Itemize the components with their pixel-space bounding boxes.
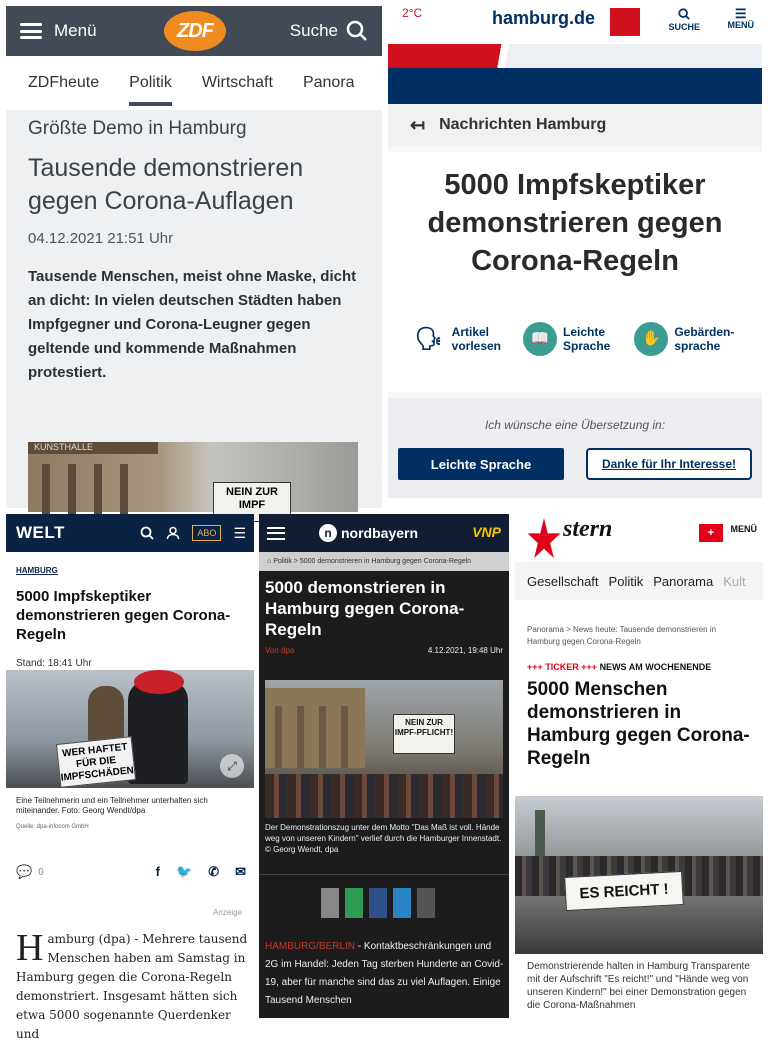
zdf-article-photo[interactable]	[28, 442, 358, 512]
swatch	[393, 888, 411, 918]
photo-protest-banner: ES REICHT !	[564, 871, 684, 911]
tool-read-aloud-label: Artikel vorlesen	[451, 325, 502, 353]
tab-zdfheute[interactable]: ZDFheute	[28, 74, 100, 91]
welt-headline: 5000 Impfskeptiker demonstrieren gegen Corona-Regeln	[16, 588, 231, 643]
welt-logo[interactable]: WELT	[16, 523, 65, 542]
welt-panel	[6, 514, 254, 1041]
accessibility-tools	[388, 322, 762, 356]
zdf-lead: Tausende Menschen, meist ohne Maske, dicht an dicht: In vielen deutschen Städten haben Impfgegner und Corona-Leugner gegen geltende und kommende Maßnahmen protestiert.	[28, 268, 357, 381]
hamburg-blue-band	[388, 68, 762, 104]
stern-star-icon[interactable]	[527, 518, 561, 562]
tool-sign-language[interactable]	[634, 322, 738, 356]
welt-dropcap: H	[16, 927, 44, 969]
nordbayern-n-icon: n	[319, 524, 337, 542]
nordbayern-article-text	[265, 938, 505, 1010]
photo-protest-sign: NEIN ZUR IMPF-PFLICHT!	[393, 714, 455, 754]
twitter-icon[interactable]: 🐦	[176, 864, 193, 879]
stern-menu-button[interactable]: MENÜ	[730, 524, 757, 534]
swatch	[345, 888, 363, 918]
tool-easy-language-label: Leichte Sprache	[562, 325, 611, 353]
facebook-icon[interactable]: f	[155, 864, 160, 879]
photo-person-right	[128, 680, 188, 784]
stern-photo-caption: Demonstrierende halten in Hamburg Transparente mit der Aufschrift "Es reicht!" und "Hände weg von unseren Kindern!" bei einer Demonstration gegen die Corona-Maßnahmen	[527, 961, 750, 1011]
welt-timestamp: Stand: 18:41 Uhr	[16, 658, 92, 669]
tab-wirtschaft[interactable]: Wirtschaft	[201, 74, 273, 91]
swatch	[417, 888, 435, 918]
tab-politik[interactable]: Politik	[129, 74, 172, 106]
hamburg-headline: 5000 Impfskeptiker demonstrieren gegen Corona-Regeln	[427, 169, 723, 277]
stern-ticker-badge: +++ TICKER +++	[527, 662, 598, 672]
hamburg-castle-icon	[610, 8, 640, 36]
hamburg-brand-band	[388, 44, 762, 68]
welt-photo-source: Quelle: dpa-infocom GmbH	[16, 824, 89, 830]
nordbayern-meta	[265, 646, 503, 655]
tool-read-aloud[interactable]	[412, 322, 500, 356]
speaker-icon: 🗣	[414, 326, 443, 351]
hamburger-menu-icon[interactable]	[267, 527, 285, 540]
hamburg-search-button[interactable]	[668, 8, 700, 32]
search-icon	[677, 8, 691, 20]
stern-ticker-label: NEWS AM WOCHENENDE	[599, 662, 712, 672]
zdf-headline: Tausende demonstrieren gegen Corona-Auflagen	[28, 154, 304, 215]
hamburg-search-label: SUCHE	[668, 22, 700, 32]
stern-breadcrumb[interactable]: Panorama > News heute: Tausende demonstrieren in Hamburg gegen Corona-Regeln	[527, 625, 717, 646]
swatch	[321, 888, 339, 918]
zdf-search-label: Suche	[289, 21, 338, 40]
nordbayern-article-photo[interactable]	[265, 680, 503, 818]
hamburger-menu-icon: ☰	[734, 6, 747, 21]
user-icon[interactable]	[166, 526, 180, 540]
comment-count: 0	[38, 866, 44, 878]
welt-photo-caption: Eine Teilnehmerin und ein Teilnehmer unterhalten sich miteinander. Foto: Georg Wendt/dpa	[16, 796, 208, 815]
zdf-top-bar	[6, 6, 382, 56]
hamburger-menu-icon[interactable]: ☰	[233, 524, 246, 541]
welt-section-link[interactable]: HAMBURG	[16, 566, 58, 575]
hamburger-menu-icon[interactable]	[20, 23, 42, 39]
photo-red-hat	[134, 670, 184, 694]
welt-ad-label: Anzeige	[213, 908, 242, 917]
nordbayern-logo[interactable]	[319, 524, 418, 542]
stern-plus-button[interactable]: +	[699, 524, 723, 542]
welt-abo-button[interactable]: ABO	[192, 525, 221, 541]
vnp-logo[interactable]: VNP	[472, 524, 501, 540]
nordbayern-headline: 5000 demonstrieren in Hamburg gegen Corona-Regeln	[265, 578, 465, 639]
mail-icon[interactable]: ✉	[235, 864, 246, 879]
stern-article-photo[interactable]	[515, 796, 763, 954]
zdf-date: 04.12.2021 21:51 Uhr	[28, 230, 174, 247]
search-icon[interactable]	[140, 526, 154, 540]
zdf-search-button[interactable]	[290, 6, 368, 56]
nordbayern-breadcrumb-text[interactable]: Politik > 5000 demonstrieren in Hamburg gegen Corona-Regeln	[273, 558, 472, 565]
welt-body-text: amburg (dpa) - Mehrere tausend Menschen haben am Samstag in Hamburg gegen die Corona-Regeln demonstriert. Insgesamt hätten sich etwa 5000 sogenannte Querdenker und	[16, 932, 248, 1041]
stern-logo[interactable]: stern	[563, 516, 613, 542]
search-icon	[346, 20, 368, 42]
nordbayern-photo-caption: Der Demonstrationszug unter dem Motto "Das Maß ist voll. Hände weg von unseren Kindern" verlief durch die Hamburger Innenstadt. © Georg Wendt, dpa	[265, 823, 502, 854]
welt-article-photo[interactable]	[6, 670, 254, 788]
easy-language-icon: 📖	[523, 322, 557, 356]
photo-protest-sign: WER HAFTET FÜR DIE IMPFSCHÄDEN	[56, 736, 136, 788]
nordbayern-top-bar	[259, 514, 509, 552]
translation-prompt: Ich wünsche eine Übersetzung in:	[484, 418, 666, 432]
translation-box	[388, 398, 762, 498]
hamburg-header	[388, 6, 762, 44]
zdf-panel	[6, 6, 382, 511]
nav-gesellschaft[interactable]: Gesellschaft	[527, 573, 599, 589]
nav-kultur[interactable]: Kult	[723, 573, 746, 589]
easy-language-button[interactable]: Leichte Sprache	[398, 448, 564, 480]
zdf-article	[6, 110, 382, 511]
stern-nav	[515, 562, 763, 600]
nordbayern-body-text: - Kontaktbeschränkungen und 2G im Handel: Jeden Tag sterben Hunderte an Covid-19, aber für manche sind das zu viel Auflagen. Einige Tausend Menschen	[265, 941, 504, 1006]
hamburg-menu-button[interactable]	[728, 8, 755, 30]
stern-top-bar	[515, 514, 763, 562]
welt-header-icons	[140, 514, 246, 552]
photo-crowd	[265, 774, 503, 818]
nav-panorama[interactable]: Panorama	[653, 573, 714, 589]
welt-top-bar	[6, 514, 254, 552]
comment-icon: 💬	[16, 864, 33, 879]
tool-sign-language-label: Gebärden-sprache	[674, 325, 735, 353]
tab-panorama[interactable]: Panora	[302, 74, 355, 91]
hamburg-menu-label: MENÜ	[727, 20, 754, 30]
whatsapp-icon[interactable]: ✆	[208, 864, 220, 879]
nordbayern-byline: Von dpa	[265, 646, 295, 655]
swatch	[369, 888, 387, 918]
photo-building-label: KUNSTHALLE	[28, 442, 158, 454]
comments-button[interactable]	[16, 864, 156, 880]
zdf-tab-bar	[6, 56, 382, 106]
nav-politik[interactable]: Politik	[608, 573, 644, 589]
tool-easy-language[interactable]	[523, 322, 611, 356]
stern-headline: 5000 Menschen demonstrieren in Hamburg gegen Corona-Regeln	[527, 679, 750, 769]
divider	[259, 874, 509, 875]
zdf-logo[interactable]: ZDF	[164, 11, 226, 51]
nordbayern-panel	[259, 514, 509, 1018]
nordbayern-logo-text: nordbayern	[341, 525, 419, 541]
nordbayern-date: 4.12.2021, 19:48 Uhr	[427, 646, 503, 655]
weather-widget[interactable]: 2°C	[402, 6, 423, 20]
welt-share-bar	[16, 864, 246, 880]
hamburg-panel	[388, 6, 762, 498]
photo-church-tower	[535, 810, 545, 860]
back-arrow-icon: ↤	[410, 114, 426, 135]
stern-panel	[515, 514, 763, 1018]
nordbayern-location: HAMBURG/BERLIN	[265, 941, 356, 952]
stern-ticker	[527, 662, 751, 672]
expand-icon[interactable]: ⤢	[220, 754, 244, 778]
hamburg-back-link[interactable]	[388, 104, 762, 146]
nordbayern-breadcrumb	[259, 552, 509, 571]
zdf-kicker: Größte Demo in Hamburg	[28, 118, 247, 139]
ad-placeholder-swatches	[321, 888, 435, 918]
thanks-button[interactable]: Danke für Ihr Interesse!	[586, 448, 752, 480]
hamburg-site-logo[interactable]: hamburg.de	[492, 8, 596, 28]
photo-protest-sign: NEIN ZUR IMPF	[213, 482, 291, 522]
hamburg-article-card	[388, 152, 762, 392]
home-icon[interactable]: ⌂	[267, 558, 272, 565]
social-share-icons	[156, 864, 246, 880]
zdf-menu-label[interactable]: Menü	[54, 21, 97, 40]
hamburg-back-label: Nachrichten Hamburg	[439, 116, 607, 133]
sign-language-icon: ✋	[634, 322, 668, 356]
photo-building	[265, 688, 365, 768]
welt-article-text	[16, 927, 248, 1044]
